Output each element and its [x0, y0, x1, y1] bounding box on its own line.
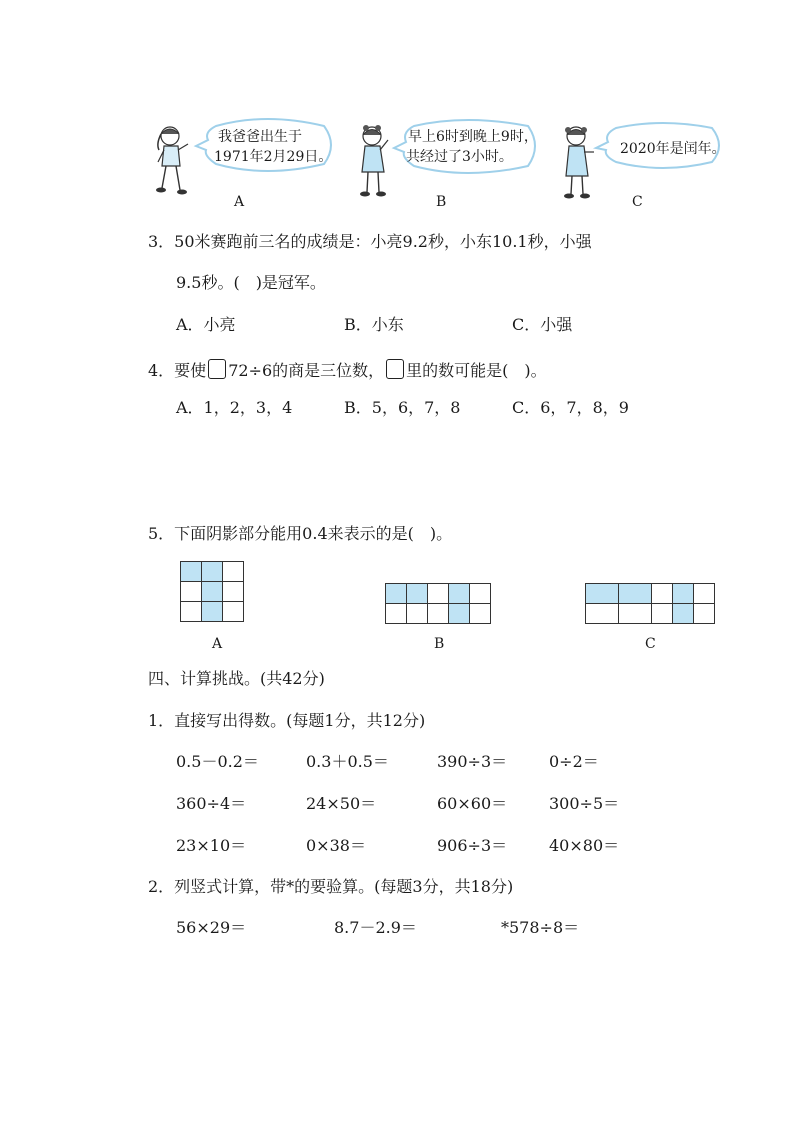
shaded-grid-a — [180, 561, 244, 622]
grid-cell — [673, 604, 694, 624]
grid-cell — [407, 584, 428, 604]
vertical-calc-item: 56×29＝ — [176, 918, 247, 937]
grid-cell — [449, 584, 470, 604]
grid-cell — [673, 584, 694, 604]
q3-line1: 3．50米赛跑前三名的成绩是：小亮9.2秒，小东10.1秒，小强 — [148, 232, 592, 251]
calc-item: 0.5－0.2＝ — [176, 752, 259, 771]
grid-cell — [694, 584, 715, 604]
q3-option-c: C．小强 — [512, 315, 573, 334]
grid-cell — [407, 604, 428, 624]
grid-cell — [428, 584, 449, 604]
bubble-b-line1: 早上6时到晚上9时， — [408, 129, 538, 145]
grid-cell — [386, 584, 407, 604]
q4-question — [148, 359, 547, 381]
grid-label-c: C — [645, 636, 656, 652]
girl-a-illustration — [150, 122, 200, 202]
shaded-grid-b — [385, 583, 491, 624]
grid-label-a: A — [212, 636, 223, 652]
q3-option-a: A．小亮 — [176, 315, 236, 334]
calc-item: 0÷2＝ — [549, 752, 599, 771]
vertical-calc-item: 8.7－2.9＝ — [334, 918, 417, 937]
blank-box — [208, 359, 226, 379]
calc-item: 360÷4＝ — [176, 794, 247, 813]
section4-title: 四、计算挑战。(共42分) — [148, 669, 325, 688]
q5-question: 5．下面阴影部分能用0.4来表示的是( )。 — [148, 524, 453, 543]
grid-cell — [181, 582, 202, 602]
calc-item: 60×60＝ — [437, 794, 508, 813]
q4-middle: 72÷6的商是三位数， — [228, 361, 385, 380]
calc-item: 24×50＝ — [306, 794, 377, 813]
grid-cell — [449, 604, 470, 624]
grid-cell — [223, 582, 244, 602]
grid-cell — [586, 604, 619, 624]
q4-option-b: B．5，6，7，8 — [344, 398, 461, 417]
vertical-calc-item: *578÷8＝ — [501, 918, 580, 937]
calc-q1-title: 1．直接写出得数。(每题1分，共12分) — [148, 711, 426, 730]
grid-cell — [619, 584, 652, 604]
grid-cell — [428, 604, 449, 624]
illustration-label-c: C — [632, 194, 643, 210]
q3-option-b: B．小东 — [344, 315, 404, 334]
q4-prefix: 4．要使 — [148, 361, 207, 380]
calc-item: 906÷3＝ — [437, 836, 508, 855]
grid-cell — [586, 584, 619, 604]
shaded-grid-c — [585, 583, 715, 624]
grid-cell — [652, 604, 673, 624]
bubble-a-line2: 1971年2月29日。 — [214, 149, 333, 165]
q4-option-a: A．1，2，3，4 — [176, 398, 293, 417]
blank-box — [386, 359, 404, 379]
grid-cell — [202, 562, 223, 582]
grid-cell — [223, 602, 244, 622]
calc-q2-title: 2．列竖式计算，带*的要验算。(每题3分，共18分) — [148, 877, 514, 896]
grid-cell — [181, 602, 202, 622]
calc-item: 23×10＝ — [176, 836, 247, 855]
q4-option-c: C．6，7，8，9 — [512, 398, 629, 417]
grid-cell — [619, 604, 652, 624]
illustration-label-b: B — [436, 194, 447, 210]
grid-cell — [181, 562, 202, 582]
illustration-label-a: A — [234, 194, 245, 210]
calc-item: 390÷3＝ — [437, 752, 508, 771]
bubble-b-line2: 共经过了3小时。 — [406, 149, 513, 165]
grid-cell — [652, 584, 673, 604]
grid-cell — [386, 604, 407, 624]
grid-cell — [470, 584, 491, 604]
q4-suffix: 里的数可能是( )。 — [406, 361, 547, 380]
grid-cell — [223, 562, 244, 582]
grid-cell — [470, 604, 491, 624]
calc-item: 0.3＋0.5＝ — [306, 752, 389, 771]
grid-cell — [694, 604, 715, 624]
grid-cell — [202, 582, 223, 602]
bubble-a-line1: 我爸爸出生于 — [218, 129, 302, 145]
q3-line2: 9.5秒。( )是冠军。 — [176, 273, 326, 292]
grid-cell — [202, 602, 223, 622]
grid-label-b: B — [434, 636, 445, 652]
calc-item: 0×38＝ — [306, 836, 366, 855]
calc-item: 300÷5＝ — [549, 794, 620, 813]
calc-item: 40×80＝ — [549, 836, 620, 855]
bubble-c-line1: 2020年是闰年。 — [620, 141, 726, 157]
